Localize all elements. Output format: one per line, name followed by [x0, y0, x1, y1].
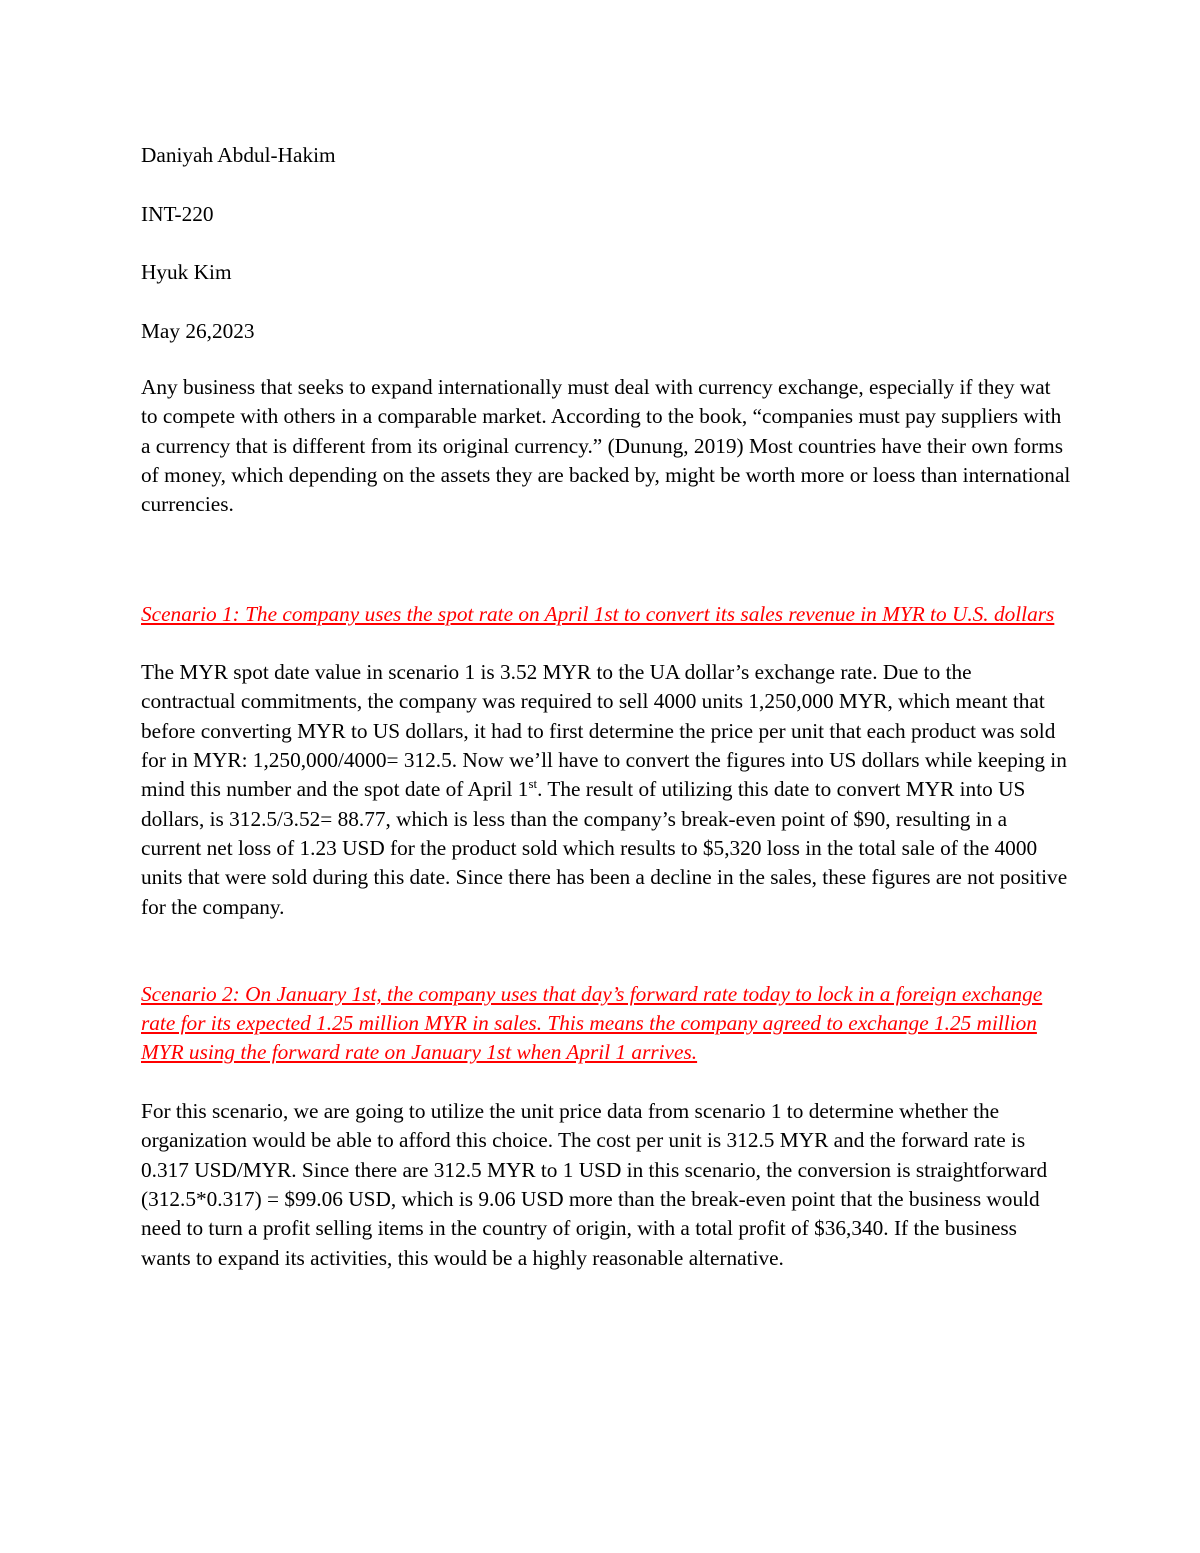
scenario-2-paragraph: For this scenario, we are going to utilize the unit price data from scenario 1 to determine whether the organization would be able to afford this choice. The cost per unit is 312.5 MYR and the forward rate is 0.317 USD/MYR. Since there are 312.5 MYR to 1 USD in this scenario, the conversion is straightforward (312.5*0.317) = $99.06 USD, which is 9.06 USD more than the break-even point that the business would need to turn a profit selling items in the country of origin, with a total profit of $36,340. If the business wants to expand its activities, this would be a highly reasonable alternative. [141, 1099, 1048, 1270]
scenario-1-heading: Scenario 1: The company uses the spot rate on April 1st to convert its sales revenue in MYR to U.S. dollars [141, 601, 1055, 626]
document-body [141, 141, 1071, 1273]
course-code: INT-220 [141, 201, 214, 226]
ordinal-superscript: st [528, 776, 538, 792]
scenario-2-heading: Scenario 2: On January 1st, the company uses that day’s forward rate today to lock in a foreign exchange rate for its expected 1.25 million MYR in sales. This means the company agreed to exchange 1.25 million MYR using the forward rate on January 1st when April 1 arrives. [141, 981, 1043, 1065]
scenario-1-paragraph [141, 658, 1071, 922]
intro-paragraph: Any business that seeks to expand internationally must deal with currency exchange, especially if they wat to compete with others in a comparable market. According to the book, “companies must pay suppliers with a currency that is different from its original currency.” (Dunung, 2019) Most countries have their own forms of money, which depending on the assets they are backed by, might be worth more or loess than international currencies. [141, 375, 1071, 517]
document-date: May 26,2023 [141, 318, 255, 343]
author-name: Daniyah Abdul-Hakim [141, 143, 336, 167]
scenario-1-text-part2: . The result of utilizing this date to convert MYR into US dollars, is 312.5/3.52= 88.77, which is less than the company’s break-even point of $90, resulting in a current net loss of 1.23 USD for the product sold which results to $5,320 loss in the total sale of the 4000 units that were sold during this date. Since there has been a decline in the sales, these figures are not positive for the company. [141, 777, 1068, 919]
scenario-1-text-part1: The MYR spot date value in scenario 1 is 3.52 MYR to the UA dollar’s exchange rate. Due to the contractual commitments, the company was required to sell 4000 units 1,250,000 MYR, which meant that before converting MYR to US dollars, it had to first determine the price per unit that each product was sold for in MYR: 1,250,000/4000= 312.5. Now we’ll have to convert the figures into US dollars while keeping in mind this number and the spot date of April 1 [141, 660, 1067, 802]
instructor-name: Hyuk Kim [141, 260, 232, 285]
